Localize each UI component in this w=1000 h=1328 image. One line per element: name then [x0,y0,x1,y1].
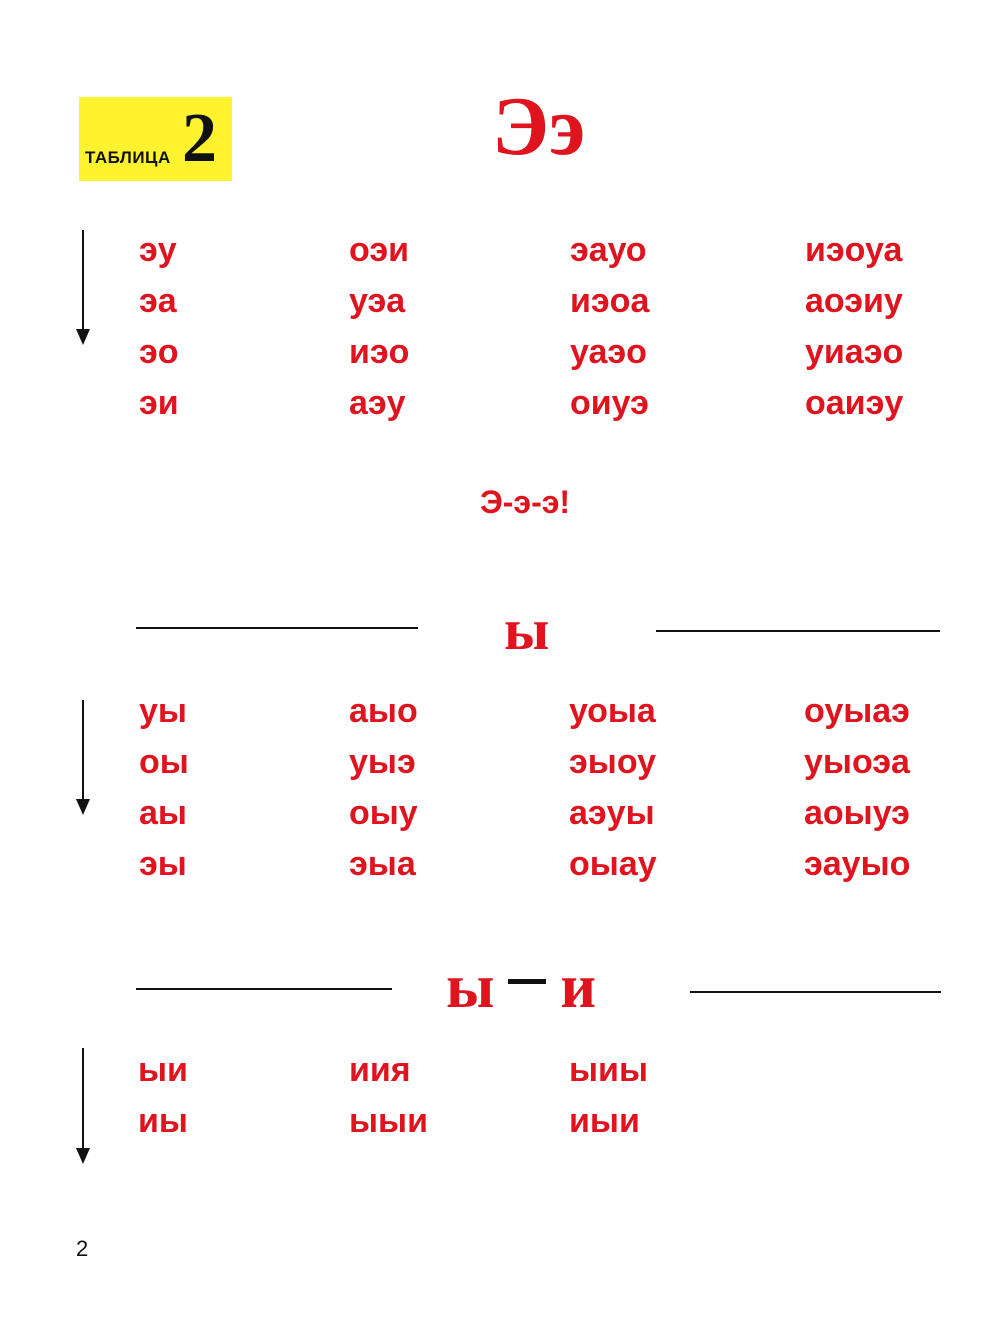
syllable: эауо [570,231,647,269]
syllable: оыу [349,794,418,832]
syllable: эи [139,384,179,422]
table-badge [79,97,232,181]
syllable: уэа [349,282,406,320]
divider-line [690,991,941,993]
syllable-column-2 [349,686,418,890]
section-heading-y-i [446,950,596,1024]
syllable: иия [349,1051,411,1089]
syllable: аыо [349,692,418,730]
syllable-column-1 [139,225,179,429]
syllable: эо [139,333,179,371]
syllable-column-3 [570,225,649,429]
syllable: иыи [569,1102,640,1140]
syllable-column-4 [804,686,910,890]
dash-icon [508,979,546,984]
syllable-column-1 [139,686,189,890]
syllable: аэуы [569,794,655,832]
down-arrow-icon [76,700,90,815]
syllable-column-4 [805,225,903,429]
syllable: уыоэа [804,743,910,781]
syllable: аоыуэ [804,794,910,832]
divider-line [136,988,392,990]
syllable: уиаэо [805,333,904,371]
section-heading-y: ы [504,597,550,662]
syllable: эауыо [804,845,911,883]
syllable: ыыи [349,1102,428,1140]
syllable: уыэ [349,743,416,781]
syllable: иэоуа [805,231,903,269]
heading-letter-y: ы [446,953,495,1021]
syllable-column-2 [349,225,409,429]
syllable: оэи [349,231,409,269]
exclamation-text: Э-э-э! [480,484,571,520]
down-arrow-icon [76,230,90,345]
syllable-column-2 [349,1045,428,1147]
down-arrow-icon [76,1048,90,1164]
divider-line [136,627,418,629]
syllable: уоыа [569,692,656,730]
heading-letter-i: и [560,953,597,1021]
syllable: эу [139,231,177,269]
syllable: оиуэ [570,384,649,422]
syllable: уаэо [570,333,647,371]
syllable: эыа [349,845,416,883]
syllable-column-1 [138,1045,188,1147]
syllable: оы [139,743,189,781]
syllable: ыи [138,1051,188,1089]
syllable: оыау [569,845,657,883]
syllable: эы [139,845,187,883]
syllable: иэо [349,333,410,371]
syllable: эыоу [569,743,657,781]
syllable: эа [139,282,177,320]
divider-line [656,630,940,632]
syllable: аоэиу [805,282,903,320]
syllable: оуыаэ [804,692,910,730]
syllable: ыиы [569,1051,648,1089]
syllable: аэу [349,384,406,422]
syllable: оаиэу [805,384,904,422]
badge-number: 2 [182,100,217,177]
syllable: уы [139,692,187,730]
badge-label: ТАБЛИЦА [85,148,171,167]
syllable-column-3 [569,686,657,890]
syllable: аы [139,794,187,832]
syllable-column-3 [569,1045,648,1147]
section-heading-ee: Ээ [492,80,586,173]
syllable: иы [138,1102,188,1140]
syllable: иэоа [570,282,650,320]
page-number: 2 [76,1236,89,1261]
